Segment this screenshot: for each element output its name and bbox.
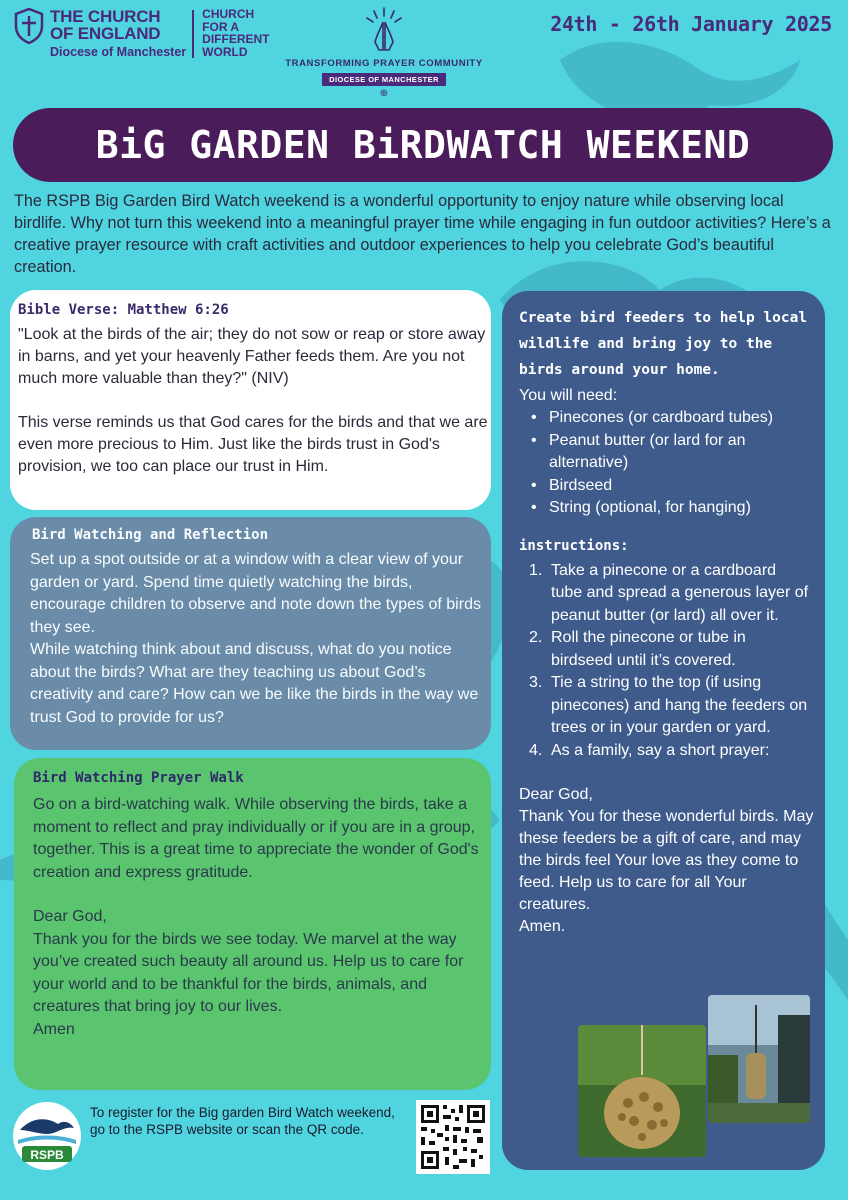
intro-paragraph: The RSPB Big Garden Bird Watch weekend is a wonderful opportunity to enjoy nature while observing local birdlife. Why not turn this weekend into a meaningful prayer time while engaging in fun outdoor activities? Here’s a creative prayer resource with craft activities and outdoor experiences to help you celebrate God’s beautiful creation. bbox=[14, 192, 831, 276]
bible-verse-text: "Look at the birds of the air; they do not sow or reap or store away in barns, and yet your heavenly Father feeds them. Are you not much more valuable than they?" (NIV) bbox=[18, 326, 486, 387]
prayer-walk-prayer-body: Thank you for the birds we see today. We marvel at the way you’ve created such beauty all around us. Help us to care for your world and to be thankful for the birds, animals, and creatures that bring joy to our lives. bbox=[33, 930, 464, 1015]
prayer-walk-para: Go on a bird-watching walk. While observing the birds, take a moment to reflect and pray individually or if you are in a group, together. This is a great time to appreciate the wonder of God's creation and express gratitude. bbox=[33, 796, 479, 881]
list-item bbox=[529, 672, 809, 740]
bible-verse-card bbox=[10, 290, 491, 510]
list-item: • Pinecones (or cardboard tubes) bbox=[531, 407, 801, 430]
feeder-prayer-close: Amen. bbox=[519, 918, 566, 935]
step-number: 2. bbox=[529, 629, 543, 646]
step-text: As a family, say a short prayer: bbox=[551, 741, 770, 759]
event-dates: 24th - 26th January 2025 bbox=[550, 12, 832, 36]
qr-code[interactable] bbox=[416, 1100, 490, 1174]
transforming-prayer-community-logo bbox=[262, 4, 506, 99]
prayer-walk-heading: Bird Watching Prayer Walk bbox=[33, 770, 244, 786]
diocese-crest-icon bbox=[14, 8, 44, 44]
bird-watching-reflection-card bbox=[10, 517, 491, 750]
reflection-para-2: While watching think about and discuss, what do you notice about the birds? What are they teaching us about God’s creativity and care? How can we be like the birds in the way we trust God to provide for us? bbox=[30, 641, 479, 726]
cdw-line1: CHURCH bbox=[202, 7, 255, 21]
instructions-list bbox=[529, 560, 825, 763]
coe-name-line1: THE CHURCH bbox=[50, 7, 161, 26]
rspb-label: RSPB bbox=[30, 1148, 64, 1162]
church-of-england-logo bbox=[14, 8, 270, 59]
step-number: 1. bbox=[529, 561, 543, 579]
feeder-needs-list bbox=[531, 407, 825, 520]
title-banner bbox=[13, 108, 833, 182]
step-number: 3. bbox=[529, 674, 543, 691]
rspb-logo bbox=[12, 1100, 82, 1172]
list-item bbox=[529, 740, 809, 763]
church-for-different-world-logo bbox=[202, 8, 269, 58]
bible-verse-reflection: This verse reminds us that God cares for the birds and that we are even more precious to Him. Just like the birds trust in God's provision, we too can place our trust in Him. bbox=[18, 414, 488, 475]
list-item bbox=[529, 627, 809, 672]
cdw-line4: WORLD bbox=[202, 44, 248, 59]
logo-divider bbox=[192, 10, 194, 58]
list-item: • Birdseed bbox=[531, 475, 801, 498]
cdw-line3: DIFFERENT bbox=[202, 32, 270, 47]
pinecone-feeder-photo bbox=[578, 1025, 706, 1157]
step-text: Tie a string to the top (if using pinecones) and hang the feeders on trees or in your garden or yard. bbox=[551, 674, 808, 736]
tpc-diocese-badge: DIOCESE OF MANCHESTER bbox=[322, 73, 446, 86]
bird-watching-prayer-walk-card bbox=[14, 758, 491, 1090]
step-text: Take a pinecone or a cardboard tube and spread a generous layer of peanut butter (or lard) all over it. bbox=[551, 561, 809, 624]
praying-hands-icon bbox=[361, 4, 407, 54]
cdw-line2: FOR A bbox=[202, 19, 240, 34]
coe-diocese: Diocese of Manchester bbox=[50, 45, 187, 59]
feeder-need-label: You will need: bbox=[519, 387, 618, 404]
list-item: • String (optional, for hanging) bbox=[531, 497, 801, 520]
feeder-prayer-body: Thank You for these wonderful birds. May these feeders be a gift of care, and may the birds feel Your love as they come to feed. Help us to care for all Your creatures. bbox=[519, 808, 814, 913]
reflection-para-1: Set up a spot outside or at a window with a clear view of your garden or yard. Spend time quietly watching the birds, encourage children to observe and note down the types of birds they see. bbox=[30, 551, 481, 636]
feeder-heading: Create bird feeders to help local wildlife and bring joy to the birds around your home. bbox=[519, 310, 808, 378]
cross-icon: ⊕ bbox=[379, 88, 389, 99]
tpc-title: TRANSFORMING PRAYER COMMUNITY bbox=[285, 58, 483, 69]
coe-name-line2: OF ENGLAND bbox=[50, 24, 161, 43]
step-number: 4. bbox=[529, 741, 543, 759]
register-text: To register for the Big garden Bird Watch weekend, go to the RSPB website or scan the QR code. bbox=[90, 1105, 395, 1137]
list-item bbox=[529, 560, 809, 628]
reflection-heading: Bird Watching and Reflection bbox=[32, 527, 269, 543]
prayer-walk-prayer-open: Dear God, bbox=[33, 908, 107, 925]
prayer-walk-prayer-close: Amen bbox=[33, 1020, 75, 1038]
bible-verse-heading: Bible Verse: Matthew 6:26 bbox=[18, 302, 229, 318]
instructions-heading: instructions: bbox=[519, 537, 629, 554]
step-text: Roll the pinecone or tube in birdseed until it’s covered. bbox=[551, 629, 746, 669]
page-title: BiG GARDEN BiRDWATCH WEEKEND bbox=[95, 123, 751, 167]
feeder-prayer-open: Dear God, bbox=[519, 786, 593, 803]
hanging-seed-feeder-photo bbox=[708, 995, 810, 1123]
list-item: • Peanut butter (or lard for an alternative) bbox=[531, 430, 801, 475]
